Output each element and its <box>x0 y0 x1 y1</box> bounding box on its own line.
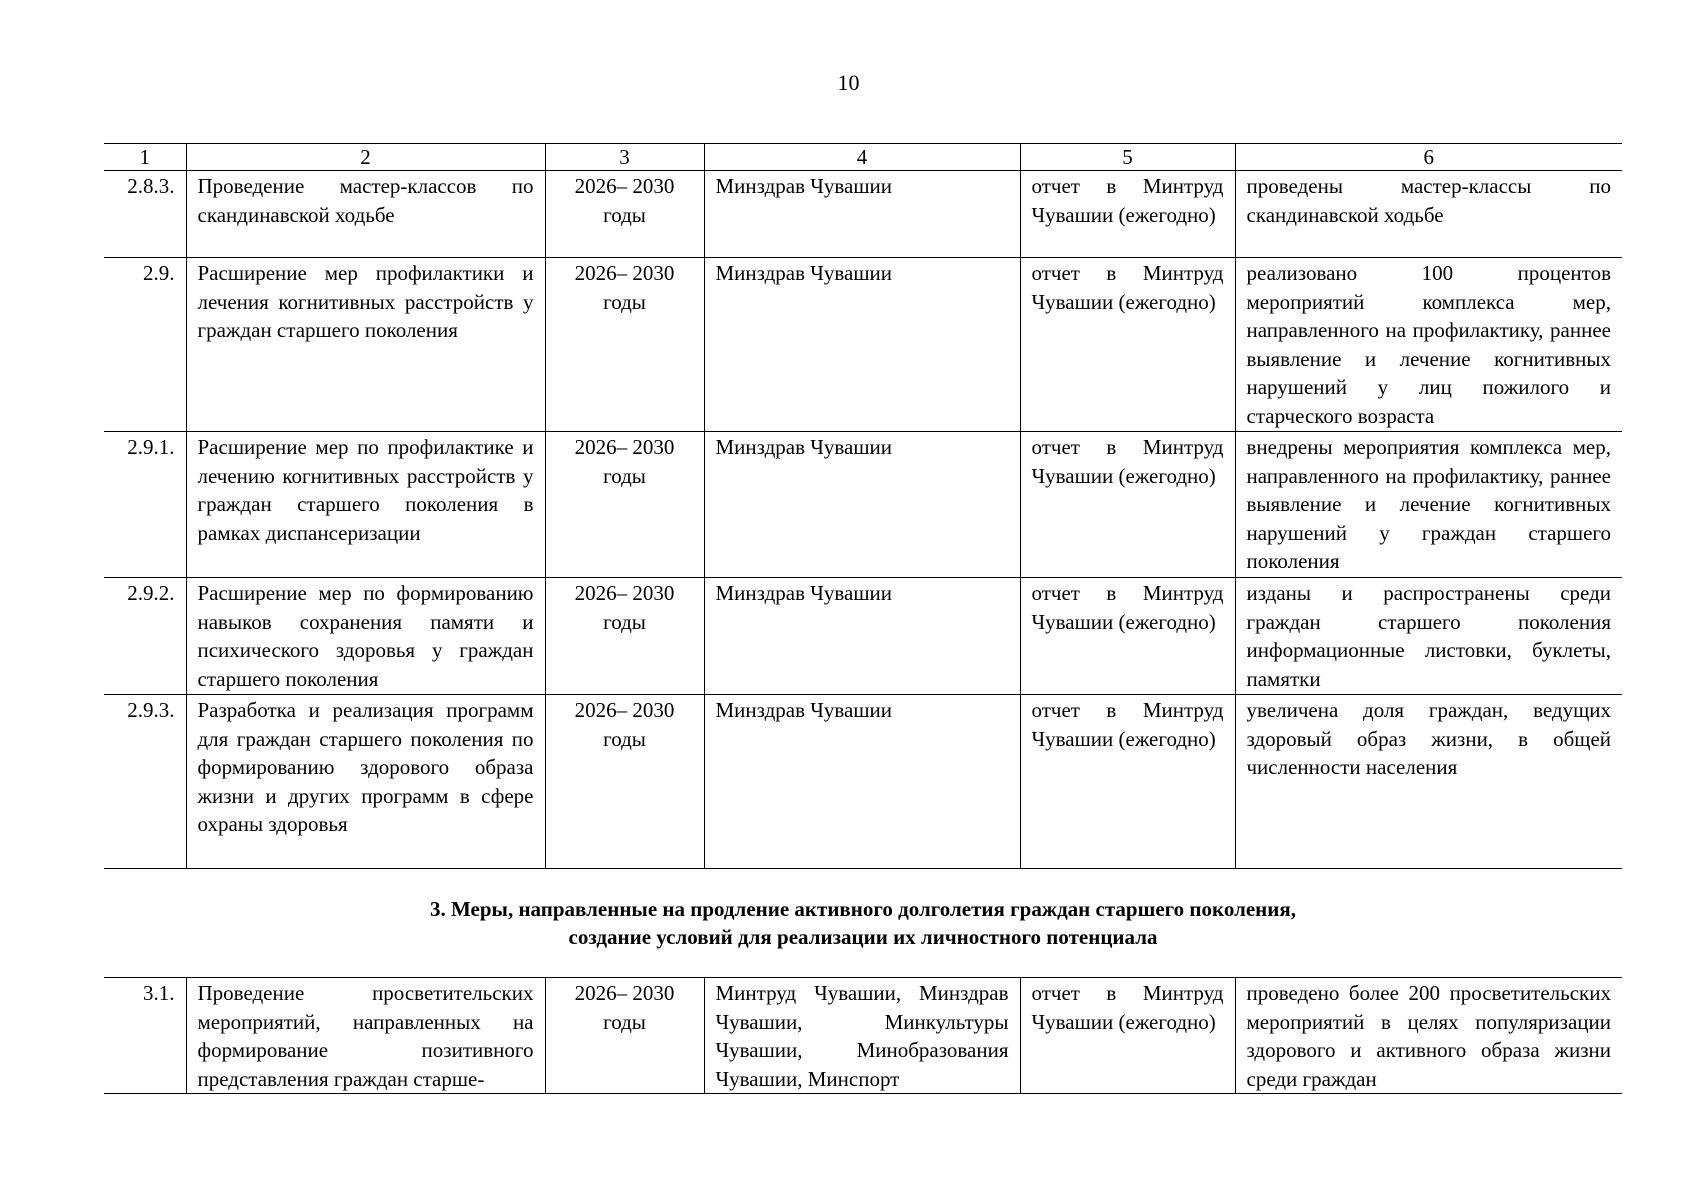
period-text: 2026– 2030 годы <box>545 171 704 258</box>
result-text: проведено более 200 просветительских мероприятий в целях популяризации здорового и активного образа жизни среди граждан <box>1235 978 1622 1094</box>
section-3-heading <box>104 895 1622 951</box>
report-text: отчет в Минтруд Чувашии (ежегодно) <box>1020 578 1235 695</box>
result-text: реализовано 100 процентов мероприятий комплекса мер, направленного на профилактику, раннее выявление и лечение когнитивных нарушений у лиц пожилого и старческого возраста <box>1235 258 1622 432</box>
table-row <box>104 578 1622 695</box>
measure-text: Расширение мер по формированию навыков сохранения памяти и психического здоровья у граждан старшего поколения <box>186 578 545 695</box>
executor-text: Минздрав Чувашии <box>704 695 1020 869</box>
period-text: 2026– 2030 годы <box>545 695 704 869</box>
report-text: отчет в Минтруд Чувашии (ежегодно) <box>1020 978 1235 1094</box>
column-header: 3 <box>545 144 704 171</box>
section-3-table <box>104 977 1622 1094</box>
report-text: отчет в Минтруд Чувашии (ежегодно) <box>1020 432 1235 578</box>
executor-text: Минздрав Чувашии <box>704 578 1020 695</box>
result-text: увеличена доля граждан, ведущих здоровый образ жизни, в общей численности населения <box>1235 695 1622 869</box>
period-text: 2026– 2030 годы <box>545 258 704 432</box>
column-number-row <box>104 144 1622 171</box>
report-text: отчет в Минтруд Чувашии (ежегодно) <box>1020 171 1235 258</box>
item-number: 2.9.2. <box>104 578 186 695</box>
report-text: отчет в Минтруд Чувашии (ежегодно) <box>1020 695 1235 869</box>
measure-text: Расширение мер по профилактике и лечению когнитивных расстройств у граждан старшего поколения в рамках диспансеризации <box>186 432 545 578</box>
column-header: 5 <box>1020 144 1235 171</box>
item-number: 2.9. <box>104 258 186 432</box>
executor-text: Минздрав Чувашии <box>704 258 1020 432</box>
item-number: 2.9.3. <box>104 695 186 869</box>
period-text: 2026– 2030 годы <box>545 978 704 1094</box>
report-text: отчет в Минтруд Чувашии (ежегодно) <box>1020 258 1235 432</box>
column-header: 1 <box>104 144 186 171</box>
item-number: 2.9.1. <box>104 432 186 578</box>
result-text: внедрены мероприятия комплекса мер, направленного на профилактику, раннее выявление и лечение когнитивных нарушений у граждан старшего поколения <box>1235 432 1622 578</box>
period-text: 2026– 2030 годы <box>545 578 704 695</box>
executor-text: Минздрав Чувашии <box>704 171 1020 258</box>
measures-table <box>104 143 1622 869</box>
measure-text: Расширение мер профилактики и лечения когнитивных расстройств у граждан старшего поколения <box>186 258 545 432</box>
item-number: 2.8.3. <box>104 171 186 258</box>
table-row <box>104 258 1622 432</box>
table-row <box>104 978 1622 1094</box>
executor-text: Минздрав Чувашии <box>704 432 1020 578</box>
item-number: 3.1. <box>104 978 186 1094</box>
section-heading-line: создание условий для реализации их личностного потенциала <box>568 925 1158 949</box>
measure-text: Проведение мастер-классов по скандинавской ходьбе <box>186 171 545 258</box>
period-text: 2026– 2030 годы <box>545 432 704 578</box>
measure-text: Разработка и реализация программ для граждан старшего поколения по формированию здорового образа жизни и других программ в сфере охраны здоровья <box>186 695 545 869</box>
column-header: 4 <box>704 144 1020 171</box>
section-heading-line: 3. Меры, направленные на продление активного долголетия граждан старшего поколения, <box>430 897 1296 921</box>
table-row <box>104 432 1622 578</box>
column-header: 6 <box>1235 144 1622 171</box>
column-header: 2 <box>186 144 545 171</box>
table-row <box>104 171 1622 258</box>
result-text: изданы и распространены среди граждан старшего поколения информационные листовки, буклеты, памятки <box>1235 578 1622 695</box>
result-text: проведены мастер-классы по скандинавской ходьбе <box>1235 171 1622 258</box>
executor-text: Минтруд Чувашии, Минздрав Чувашии, Минкультуры Чувашии, Минобразования Чувашии, Минспорт <box>704 978 1020 1094</box>
table-row <box>104 695 1622 869</box>
page-number: 10 <box>837 70 860 95</box>
measure-text: Проведение просветительских мероприятий, направленных на формирование позитивного представления граждан старше- <box>186 978 545 1094</box>
